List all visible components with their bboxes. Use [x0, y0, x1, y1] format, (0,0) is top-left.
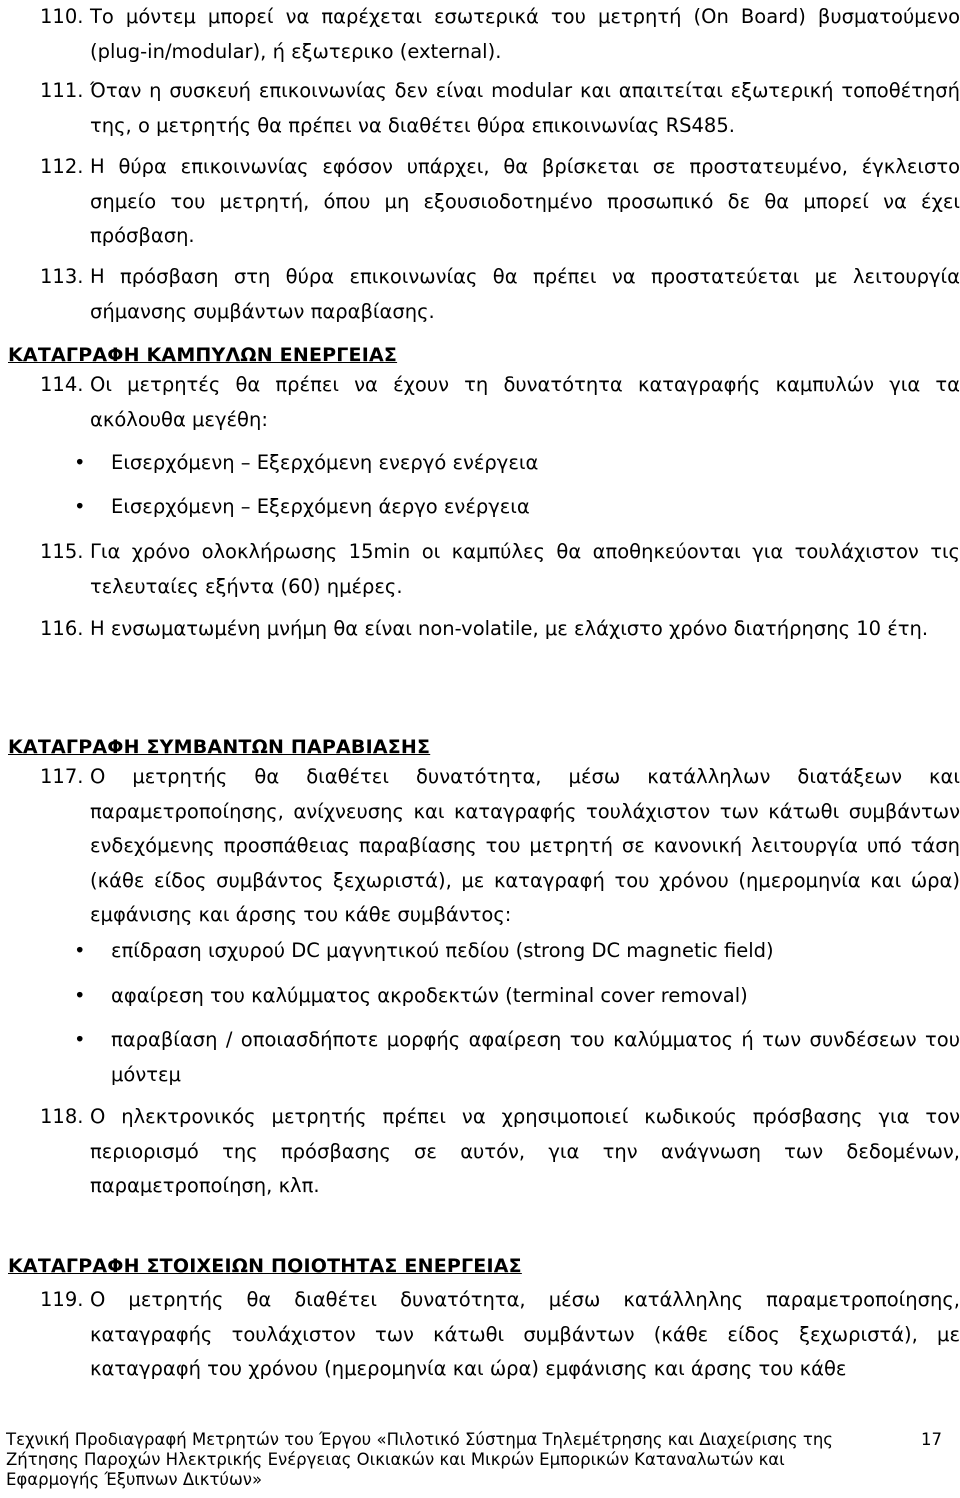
list-item-116: [40, 612, 960, 647]
item-number: 113.: [40, 265, 84, 288]
footer-line: Ζήτησης Παροχών Ηλεκτρικής Ενέργειας Οικιακών και Μικρών Εμπορικών Καταναλωτών και: [6, 1450, 785, 1469]
bullet-item: [74, 1023, 960, 1092]
page-footer: [6, 1430, 954, 1490]
bullet-item: [74, 490, 960, 525]
item-number: 117.: [40, 765, 84, 788]
page-number: 17: [921, 1430, 942, 1449]
item-number: 110.: [40, 5, 84, 28]
bullet-item: [74, 979, 960, 1014]
item-number: 116.: [40, 617, 84, 640]
footer-line: Τεχνική Προδιαγραφή Μετρητών του Έργου «Πιλοτικό Σύστημα Τηλεμέτρησης και Διαχείρισης της: [6, 1430, 833, 1449]
section-heading-tamper-events: ΚΑΤΑΓΡΑΦΗ ΣΥΜΒΑΝΤΩΝ ΠΑΡΑΒΙΑΣΗΣ: [8, 736, 431, 758]
item-text: Οι μετρητές θα πρέπει να έχουν τη δυνατότητα καταγραφής καμπυλών για τα ακόλουθα μεγέθη:: [90, 373, 960, 431]
list-item-118: [40, 1100, 960, 1204]
list-item-117: [40, 760, 960, 933]
section-heading-power-quality: ΚΑΤΑΓΡΑΦΗ ΣΤΟΙΧΕΙΩΝ ΠΟΙΟΤΗΤΑΣ ΕΝΕΡΓΕΙΑΣ: [8, 1255, 522, 1277]
item-text: Ο ηλεκτρονικός μετρητής πρέπει να χρησιμοποιεί κωδικούς πρόσβασης για τον περιορισμό της πρόσβασης σε αυτόν, για την ανάγνωση των δεδομένων, παραμετροποίηση, κλπ.: [90, 1105, 960, 1197]
item-number: 114.: [40, 373, 84, 396]
list-item-114: [40, 368, 960, 437]
item-number: 119.: [40, 1288, 84, 1311]
bullet-icon: •: [74, 1028, 86, 1051]
item-text: Ο μετρητής θα διαθέτει δυνατότητα, μέσω κατάλληλης παραμετροποίησης, καταγραφής τουλάχιστον των κάτωθι συμβάντων (κάθε είδος ξεχωριστά), με καταγραφή του χρόνου (ημερομηνία και ώρα) εμφάνισης και άρσης του κάθε: [90, 1288, 960, 1380]
list-item-110: [40, 0, 960, 69]
item-text: Ο μετρητής θα διαθέτει δυνατότητα, μέσω κατάλληλων διατάξεων και παραμετροποίησης, ανίχνευσης και καταγραφής τουλάχιστον των κάτωθι συμβάντων ενδεχόμενης προσπάθειας παραβίασης του μετρητή σε κανονική λειτουργία υπό τάση (κάθε είδος συμβάντος ξεχωριστά), με καταγραφή του χρόνου (ημερομηνία και ώρα) εμφάνισης και άρσης του κάθε συμβάντος:: [90, 765, 960, 926]
bullet-text: παραβίαση / οποιασδήποτε μορφής αφαίρεση του καλύμματος ή των συνδέσεων του μόντεμ: [111, 1028, 960, 1086]
list-item-119: [40, 1283, 960, 1387]
bullet-text: επίδραση ισχυρού DC μαγνητικού πεδίου (strong DC magnetic field): [111, 939, 774, 962]
bullet-item: [74, 934, 960, 969]
bullet-text: αφαίρεση του καλύμματος ακροδεκτών (terminal cover removal): [111, 984, 748, 1007]
bullet-icon: •: [74, 451, 86, 474]
list-item-115: [40, 535, 960, 604]
bullet-item: [74, 446, 960, 481]
bullet-icon: •: [74, 939, 86, 962]
footer-line: Εφαρμογής Έξυπνων Δικτύων»: [6, 1470, 263, 1489]
item-number: 111.: [40, 79, 84, 102]
list-item-111: [40, 74, 960, 143]
bullet-icon: •: [74, 495, 86, 518]
item-text: Όταν η συσκευή επικοινωνίας δεν είναι modular και απαιτείται εξωτερική τοποθέτησή της, ο μετρητής θα πρέπει να διαθέτει θύρα επικοινωνίας RS485.: [90, 79, 960, 137]
item-text: Το μόντεμ μπορεί να παρέχεται εσωτερικά του μετρητή (On Board) βυσματούμενο (plug-in/modular), ή εξωτερικο (external).: [90, 5, 960, 63]
item-text: Η πρόσβαση στη θύρα επικοινωνίας θα πρέπει να προστατεύεται με λειτουργία σήμανσης συμβάντων παραβίασης.: [90, 265, 960, 323]
item-number: 118.: [40, 1105, 84, 1128]
item-text: Για χρόνο ολοκλήρωσης 15min οι καμπύλες θα αποθηκεύονται για τουλάχιστον τις τελευταίες εξήντα (60) ημέρες.: [90, 540, 960, 598]
bullet-icon: •: [74, 984, 86, 1007]
item-number: 112.: [40, 155, 84, 178]
list-item-112: [40, 150, 960, 254]
list-item-113: [40, 260, 960, 329]
bullet-text: Εισερχόμενη – Εξερχόμενη άεργο ενέργεια: [111, 495, 530, 518]
bullet-text: Εισερχόμενη – Εξερχόμενη ενεργό ενέργεια: [111, 451, 539, 474]
section-heading-load-curves: ΚΑΤΑΓΡΑΦΗ ΚΑΜΠΥΛΩΝ ΕΝΕΡΓΕΙΑΣ: [8, 344, 398, 366]
item-text: Η θύρα επικοινωνίας εφόσον υπάρχει, θα βρίσκεται σε προστατευμένο, έγκλειστο σημείο του μετρητή, όπου μη εξουσιοδοτημένο προσωπικό δε θα μπορεί να έχει πρόσβαση.: [90, 155, 960, 247]
item-number: 115.: [40, 540, 84, 563]
item-text: Η ενσωματωμένη μνήμη θα είναι non-volatile, με ελάχιστο χρόνο διατήρησης 10 έτη.: [90, 617, 929, 640]
